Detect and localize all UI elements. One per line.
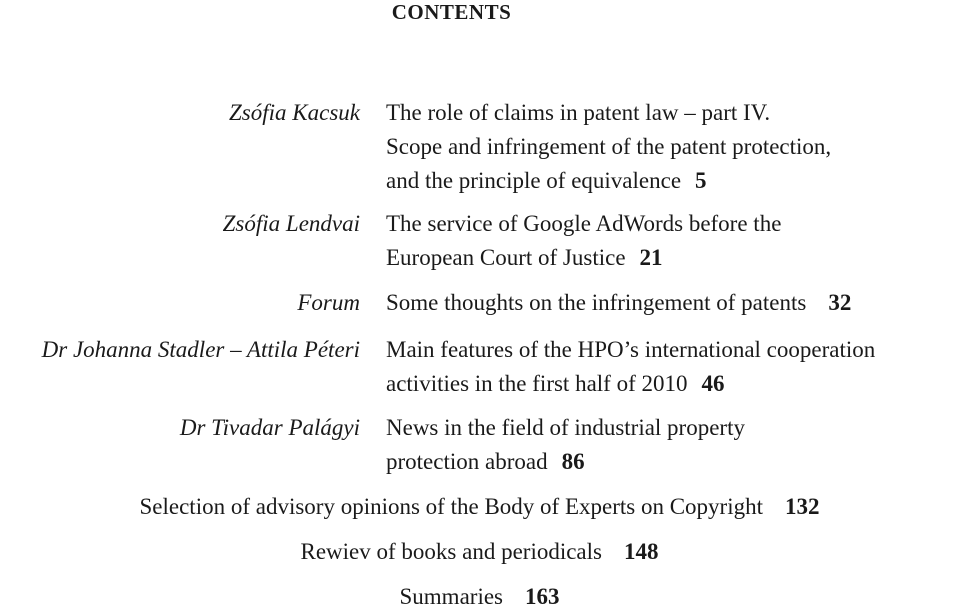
entry-title-text: Rewiev of books and periodicals bbox=[300, 539, 602, 564]
entry-title-text: and the principle of equivalence bbox=[386, 168, 682, 193]
entry-page-number: 46 bbox=[701, 371, 725, 396]
entry-title-text: Selection of advisory opinions of the Body of Experts on Copyright bbox=[139, 494, 763, 519]
entry-title-line: News in the field of industrial property bbox=[386, 415, 745, 440]
centered-entry bbox=[0, 535, 959, 569]
entry-page-number: 163 bbox=[525, 584, 560, 609]
centered-entry bbox=[0, 580, 959, 614]
entry-title bbox=[386, 333, 875, 401]
entry-title-line bbox=[386, 241, 781, 275]
entry-title-line bbox=[386, 367, 875, 401]
entry-title bbox=[386, 207, 781, 275]
entry-title-text: Summaries bbox=[399, 584, 503, 609]
entry-author: Forum bbox=[297, 290, 360, 315]
entry-author: Dr Tivadar Palágyi bbox=[179, 415, 360, 440]
centered-entry bbox=[0, 490, 959, 524]
entry-page-number: 86 bbox=[561, 449, 585, 474]
entry-title-text: Some thoughts on the infringement of patents bbox=[386, 290, 807, 315]
entry-page-number: 148 bbox=[623, 539, 659, 564]
entry-title-line bbox=[386, 286, 851, 320]
entry-page-number: 21 bbox=[639, 245, 663, 270]
entry-title-text: European Court of Justice bbox=[386, 245, 626, 270]
entry-title-line bbox=[386, 445, 745, 479]
entry-title-line bbox=[386, 164, 831, 198]
entry-author: Zsófia Kacsuk bbox=[229, 100, 360, 125]
entry-title-text: protection abroad bbox=[386, 449, 548, 474]
entry-title bbox=[386, 411, 745, 479]
entry-author: Dr Johanna Stadler – Attila Péteri bbox=[41, 337, 360, 362]
entry-title-line: The role of claims in patent law – part IV. bbox=[386, 100, 771, 125]
entry-title-line: The service of Google AdWords before the bbox=[386, 211, 782, 236]
entry-page-number: 5 bbox=[695, 168, 707, 193]
entry-title-line: Scope and infringement of the patent protection, bbox=[386, 134, 832, 159]
entry-page-number: 132 bbox=[784, 494, 820, 519]
entry-title bbox=[386, 286, 851, 320]
entry-title-line: Main features of the HPO’s international cooperation bbox=[386, 337, 876, 362]
entry-title bbox=[386, 96, 831, 198]
entry-author: Zsófia Lendvai bbox=[222, 211, 360, 236]
contents-heading: CONTENTS bbox=[391, 0, 512, 24]
entry-page-number: 32 bbox=[828, 290, 852, 315]
entry-title-text: activities in the first half of 2010 bbox=[386, 371, 688, 396]
